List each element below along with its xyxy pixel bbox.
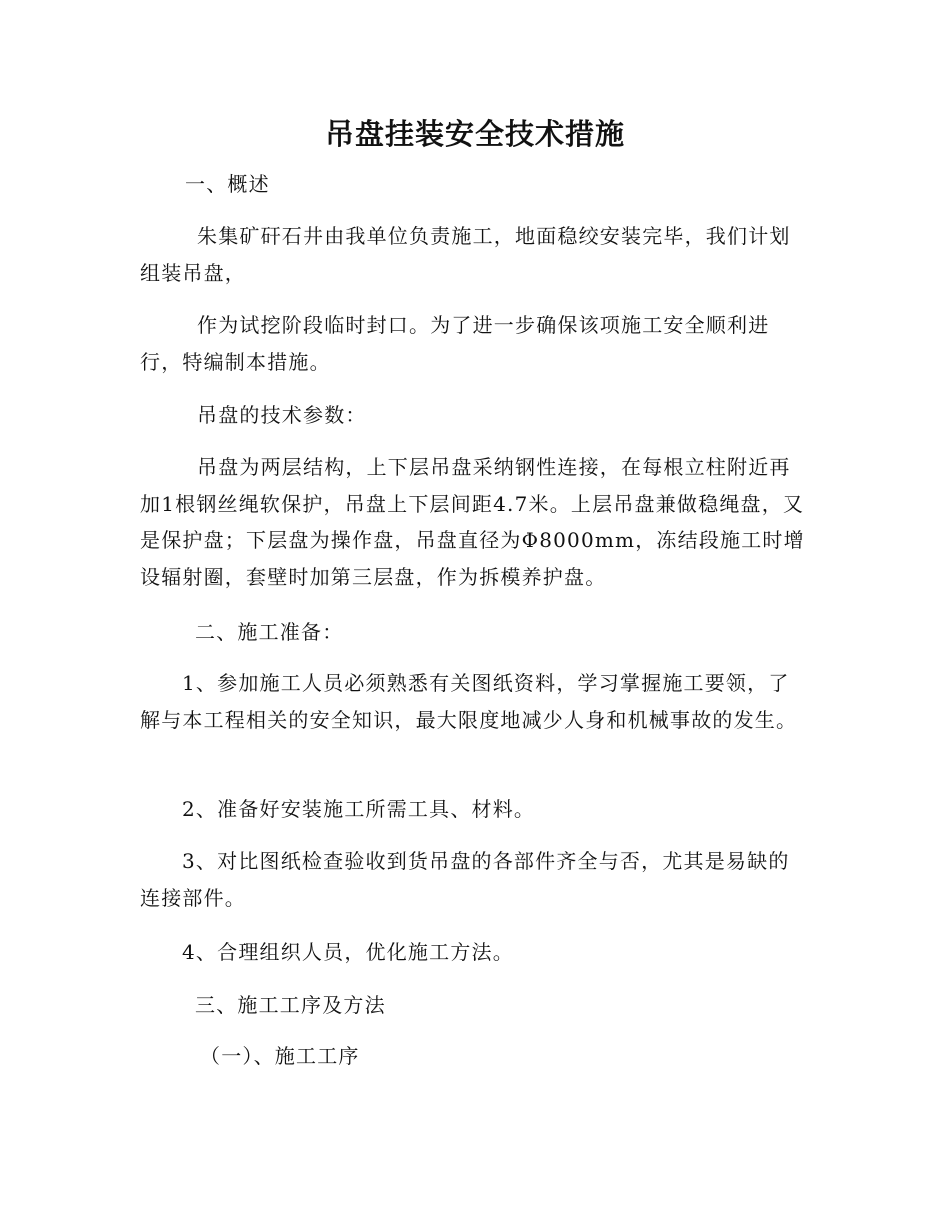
paragraph-tech-params-heading: 吊盘的技术参数： <box>197 403 367 427</box>
section-heading-preparation: 二、施工准备： <box>195 620 344 644</box>
paragraph-intro-1: 朱集矿矸石井由我单位负责施工，地面稳绞安装完毕，我们计划组装吊盘， <box>140 224 791 285</box>
subsection-heading-procedure-steps: （一）、施工工序 <box>200 1044 360 1068</box>
list-item-prep-4: 4、合理组织人员，优化施工方法。 <box>182 940 514 964</box>
list-item-prep-2: 2、准备好安装施工所需工具、材料。 <box>182 797 536 821</box>
paragraph-intro-2: 作为试挖阶段临时封口。为了进一步确保该项施工安全顺利进行，特编制本措施。 <box>140 313 770 374</box>
list-item-prep-1: 1、参加施工人员必须熟悉有关图纸资料，学习掌握施工要领，了解与本工程相关的安全知识，最大限度地减少人身和机械事故的发生。 <box>140 671 798 732</box>
list-item-prep-3: 3、对比图纸检查验收到货吊盘的各部件齐全与否，尤其是易缺的连接部件。 <box>140 849 790 910</box>
paragraph-tech-params: 吊盘为两层结构，上下层吊盘采纳钢性连接，在每根立柱附近再加1根钢丝绳软保护，吊盘上下层间距4.7米。上层吊盘兼做稳绳盘，又是保护盘；下层盘为操作盘，吊盘直径为Φ8000mm，冻结段施工时增设辐射圈，套壁时加第三层盘，作为拆模养护盘。 <box>140 455 805 589</box>
document-title: 吊盘挂装安全技术措施 <box>324 117 625 151</box>
section-heading-procedure: 三、施工工序及方法 <box>195 993 386 1017</box>
section-heading-overview: 一、概述 <box>185 172 270 196</box>
